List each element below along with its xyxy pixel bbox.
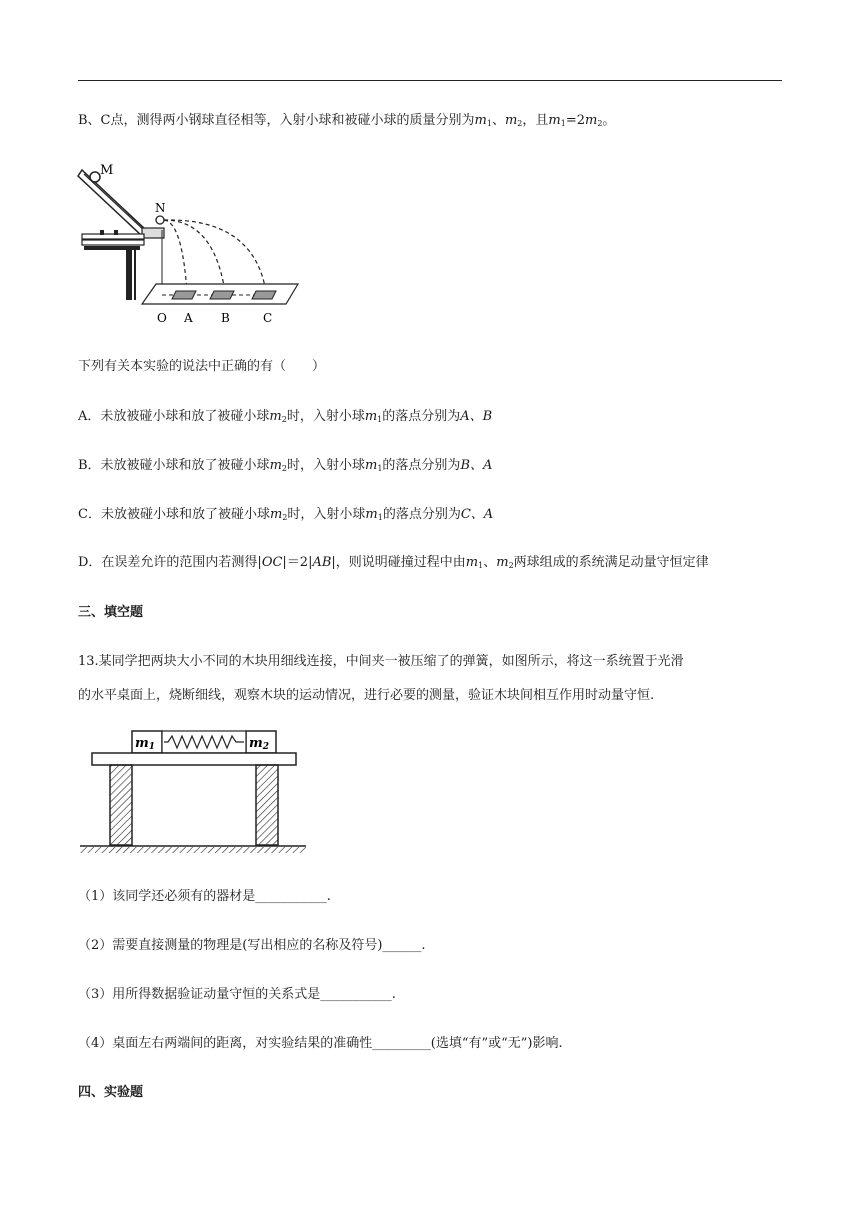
option-c-m2: m (269, 507, 283, 522)
label-M: M (100, 163, 114, 178)
option-b-m1: m (365, 458, 378, 473)
header-rule (78, 80, 782, 81)
option-c-m1-sub: 1 (377, 513, 383, 522)
intro-text: B、C点，测得两小钢球直径相等，入射小球和被碰小球的质量分别为 (78, 113, 475, 128)
block-m2-letter: m (249, 736, 263, 751)
option-b-m1-sub: 1 (377, 464, 383, 473)
intro-m2-sub: 2 (517, 119, 523, 128)
ground-hatch (80, 847, 306, 853)
table-top-surface (92, 753, 296, 765)
intro-m2: m (504, 113, 518, 128)
option-a-m1: m (364, 409, 378, 424)
block-m1-sub: 1 (148, 742, 156, 752)
intro-mid: ，且 (522, 113, 549, 128)
section4-heading: 四、实验题 (78, 1085, 144, 1100)
chute-end (142, 228, 164, 238)
table-leg-2 (134, 250, 136, 300)
table-leg-left (110, 765, 132, 845)
option-d-post1: |，则说明碰撞过程中由 (331, 555, 466, 570)
table-leg-right (256, 765, 278, 845)
option-a-post: 的落点分别为 (382, 409, 461, 424)
landing-pad-a (172, 291, 196, 299)
label-O: O (157, 311, 167, 325)
label-B: B (221, 311, 230, 325)
table-leg (126, 250, 132, 300)
collision-apparatus-figure (74, 160, 314, 330)
screw-2 (114, 230, 118, 235)
option-c (78, 506, 493, 527)
intro-end: 。 (602, 113, 616, 128)
option-b-m2: m (269, 458, 282, 473)
option-d-ab: AB (312, 555, 332, 570)
option-d-m2-sub: 2 (508, 561, 514, 570)
intro-eq-sign: =2 (565, 113, 585, 128)
option-c-post: 的落点分别为 (382, 507, 461, 522)
intro-m1-sub: 1 (486, 119, 492, 128)
option-b-post: 的落点分别为 (382, 458, 461, 473)
label-C: C (263, 311, 273, 325)
option-c-pre: C．未放被碰小球和放了被碰小球 (78, 507, 270, 522)
option-a-pre: A．未放被碰小球和放了被碰小球 (78, 409, 270, 424)
intro-m1: m (474, 113, 487, 128)
option-d-m2: m (496, 555, 509, 570)
question13-item-1: （1）该同学还必须有的器材是___________. (78, 889, 331, 904)
block-m2-sub: 2 (262, 742, 270, 752)
option-d-pre: D．在误差允许的范围内若测得| (78, 555, 262, 570)
option-d-oc: OC (261, 555, 283, 570)
chute-inner-line (84, 174, 146, 232)
option-a-m2: m (269, 409, 282, 424)
option-d-mid: |＝2| (282, 555, 313, 570)
intro-sep: 、 (491, 113, 505, 128)
option-c-m1: m (365, 507, 378, 522)
clamp-top (82, 234, 144, 239)
label-A: A (184, 311, 193, 325)
option-b-points: B、A (460, 458, 493, 473)
trajectory-b (164, 220, 225, 292)
option-a-points: A、B (460, 409, 493, 424)
landing-pad-b (210, 291, 234, 299)
intro-eq-m1: m (548, 113, 561, 128)
ball-m (90, 172, 100, 182)
option-b (78, 457, 492, 478)
spring-blocks-figure (78, 728, 310, 858)
question13-item-4: （4）桌面左右两端间的距离，对实验结果的准确性_________(选填“有”或“无”)影响. (78, 1036, 563, 1051)
option-b-m2-sub: 2 (281, 464, 287, 473)
intro-eq-m2: m (584, 113, 598, 128)
option-d-m1: m (465, 555, 479, 570)
chute-rail (78, 170, 146, 236)
block-m1-letter: m (135, 736, 149, 751)
label-N: N (155, 201, 166, 215)
landing-pad-c (252, 291, 276, 299)
option-a-m1-sub: 1 (377, 415, 383, 424)
option-b-pre: B．未放被碰小球和放了被碰小球 (78, 458, 270, 473)
option-c-mid: 时，入射小球 (287, 507, 366, 522)
option-d-sep: 、 (483, 555, 497, 570)
ball-n (156, 216, 164, 224)
option-d-m1-sub: 1 (478, 561, 484, 570)
clamp-bottom (82, 240, 144, 245)
trajectory-a (164, 220, 187, 292)
option-d (78, 554, 709, 575)
option-c-m2-sub: 2 (282, 513, 288, 522)
intro-eq-m2-sub: 2 (597, 119, 603, 128)
intro-eq-m1-sub: 1 (560, 119, 566, 128)
option-a-mid: 时，入射小球 (286, 409, 365, 424)
question13-item-2: （2）需要直接测量的物理是(写出相应的名称及符号)______. (78, 938, 426, 953)
section3-heading: 三、填空题 (78, 605, 144, 620)
question13-line1: 13.某同学把两块大小不同的木块用细线连接，中间夹一被压缩了的弹簧，如图所示，将这一系统置于光滑 (78, 654, 684, 669)
option-c-points: C、A (460, 507, 494, 522)
question13-item-3: （3）用所得数据验证动量守恒的关系式是___________. (78, 987, 396, 1002)
option-b-mid: 时，入射小球 (286, 458, 365, 473)
option-d-post2: 两球组成的系统满足动量守恒定律 (513, 555, 709, 570)
table-top (84, 246, 140, 250)
intro-line (78, 112, 615, 133)
screw-1 (100, 230, 104, 235)
option-a (78, 408, 492, 429)
option-a-m2-sub: 2 (281, 415, 287, 424)
question13-line2: 的水平桌面上，烧断细线，观察木块的运动情况，进行必要的测量，验证木块间相互作用时动量守恒. (78, 688, 655, 703)
question12-stem: 下列有关本实验的说法中正确的有（ ） (78, 359, 326, 374)
